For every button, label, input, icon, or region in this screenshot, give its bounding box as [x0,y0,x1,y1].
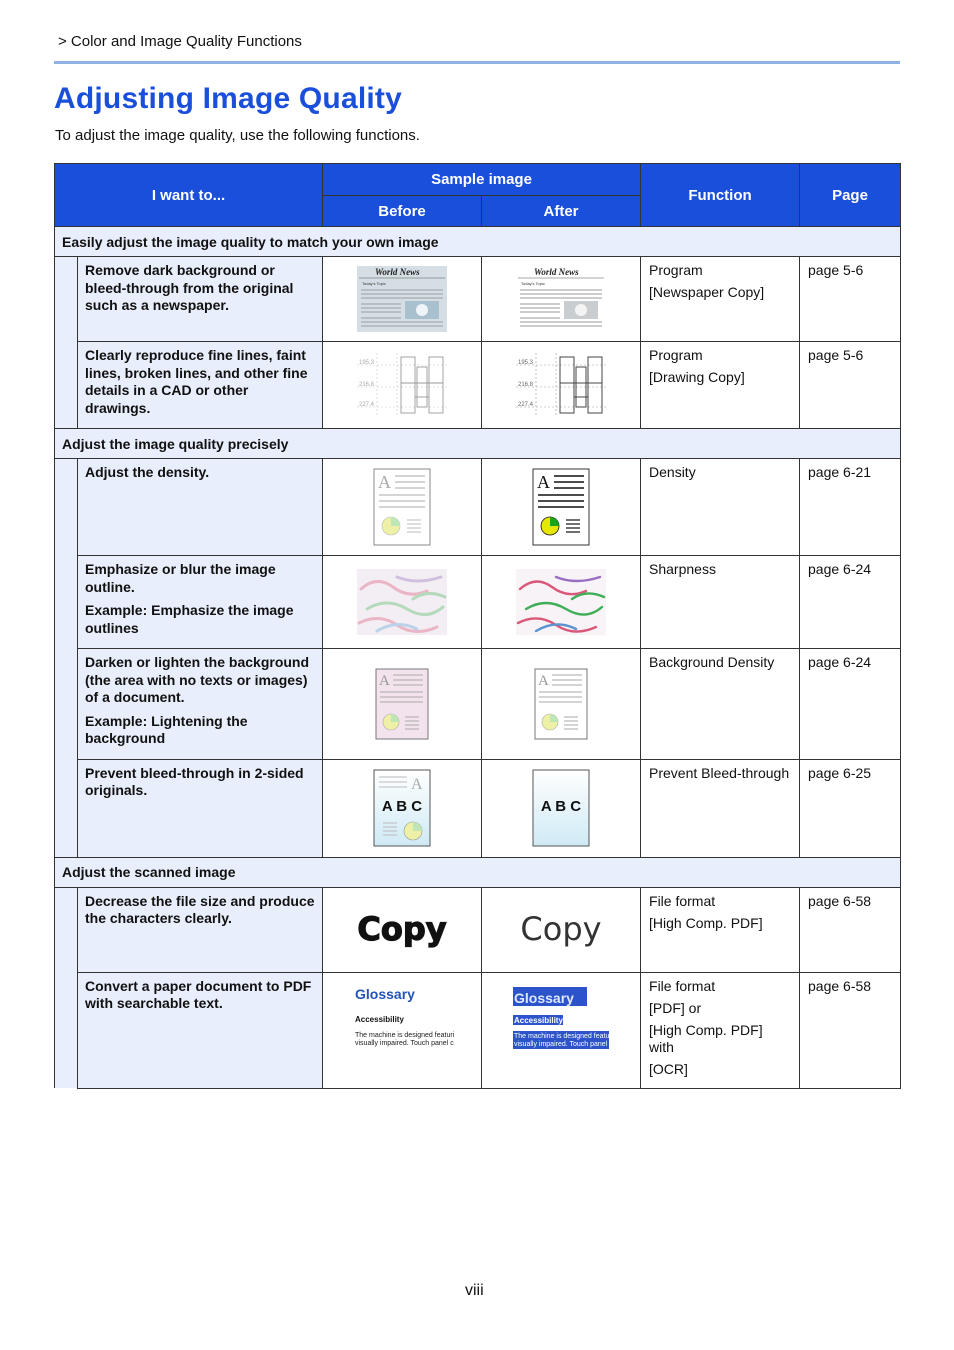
section-title: Adjust the image quality precisely [55,429,901,459]
page-ref[interactable]: page 6-58 [800,887,901,972]
row-description: Prevent bleed-through in 2-sided originals. [78,759,323,857]
svg-text:216.8: 216.8 [518,382,534,388]
after-image [482,649,641,760]
function-cell: Density [641,459,800,556]
function-cell: File format [PDF] or [High Comp. PDF] with [OCR] [641,972,800,1088]
function-cell: Sharpness [641,556,800,649]
density-after-image [532,468,590,546]
before-image [323,887,482,972]
after-image [482,759,641,857]
header-before: Before [323,196,482,227]
before-image [323,257,482,342]
ocr-before-image [353,985,483,1065]
after-image [482,342,641,429]
function-cell: Prevent Bleed-through [641,759,800,857]
svg-text:Today's Topic: Today's Topic [521,281,545,286]
svg-text:A: A [538,672,549,689]
before-image [323,759,482,857]
svg-text:216.8: 216.8 [359,382,375,388]
function-cell: Program [Drawing Copy] [641,342,800,429]
svg-text:195.3: 195.3 [518,360,534,366]
svg-text:Accessibility: Accessibility [514,1015,563,1025]
svg-text:227.4: 227.4 [518,402,534,408]
before-image [323,459,482,556]
after-image [482,257,641,342]
after-image [482,887,641,972]
svg-text:Copy: Copy [357,909,447,948]
svg-text:Accessibility: Accessibility [355,1014,404,1024]
page-ref[interactable]: page 6-25 [800,759,901,857]
cad-after-image [516,353,606,417]
page-title: Adjusting Image Quality [54,82,402,115]
header-rule [54,61,900,64]
row-description: Darken or lighten the background (the area with no texts or images) of a document. Example: Lightening the background [78,649,323,760]
bleedthrough-after-image [532,769,590,847]
header-want: I want to... [55,164,323,227]
function-cell: Program [Newspaper Copy] [641,257,800,342]
svg-text:A: A [379,672,390,689]
bleedthrough-before-image [373,769,431,847]
function-cell: Background Density [641,649,800,760]
svg-text:227.4: 227.4 [359,402,375,408]
page-number: viii [465,1282,484,1299]
svg-text:195.3: 195.3 [359,360,375,366]
after-image [482,556,641,649]
svg-text:A: A [537,472,550,492]
row-description: Emphasize or blur the image outline. Example: Emphasize the image outlines [78,556,323,649]
svg-text:Copy: Copy [520,909,602,948]
svg-text:World News: World News [534,267,579,277]
newspaper-before-image [357,266,447,332]
breadcrumb: > Color and Image Quality Functions [58,33,302,50]
page-ref[interactable]: page 6-24 [800,649,901,760]
paperclips-after-image [516,569,606,635]
page-ref[interactable]: page 6-58 [800,972,901,1088]
before-image [323,342,482,429]
before-image [323,972,482,1088]
svg-text:visually impaired. Touch panel: visually impaired. Touch panel c [514,1040,613,1048]
paperclips-before-image [357,569,447,635]
function-cell: File format [High Comp. PDF] [641,887,800,972]
svg-text:A B C: A B C [540,798,582,815]
svg-text:A: A [411,776,423,793]
header-sample-image: Sample image [323,164,641,196]
before-image [323,556,482,649]
after-image [482,459,641,556]
row-description: Convert a paper document to PDF with searchable text. [78,972,323,1088]
header-function: Function [641,164,800,227]
svg-text:A: A [378,472,391,492]
row-description: Decrease the file size and produce the characters clearly. [78,887,323,972]
cad-before-image [357,353,447,417]
svg-text:Today's Topic: Today's Topic [362,281,386,286]
page-ref[interactable]: page 6-21 [800,459,901,556]
newspaper-after-image [516,266,606,332]
row-description: Remove dark background or bleed-through from the original such as a newspaper. [78,257,323,342]
svg-text:The machine is designed featur: The machine is designed featuri [514,1032,614,1040]
copy-after-image [506,908,616,952]
header-after: After [482,196,641,227]
header-page: Page [800,164,901,227]
page-ref[interactable]: page 6-24 [800,556,901,649]
intro-text: To adjust the image quality, use the following functions. [55,127,420,144]
section-title: Adjust the scanned image [55,857,901,887]
svg-text:World News: World News [375,267,420,277]
svg-text:The machine is designed featur: The machine is designed featuri [355,1031,455,1039]
svg-text:Glossary: Glossary [355,985,415,1002]
page-ref[interactable]: page 5-6 [800,257,901,342]
copy-before-image [347,908,457,952]
row-description: Clearly reproduce fine lines, faint lines, broken lines, and other fine details in a CAD or other drawings. [78,342,323,429]
after-image [482,972,641,1088]
row-description: Adjust the density. [78,459,323,556]
background-before-image [375,668,429,740]
before-image [323,649,482,760]
ocr-after-image [512,985,642,1065]
image-quality-table [54,163,901,1089]
svg-text:Glossary: Glossary [514,989,574,1006]
background-after-image [534,668,588,740]
section-title: Easily adjust the image quality to match your own image [55,227,901,257]
density-before-image [373,468,431,546]
page-ref[interactable]: page 5-6 [800,342,901,429]
svg-text:A B C: A B C [381,798,423,815]
svg-text:visually impaired. Touch panel: visually impaired. Touch panel c [355,1039,454,1047]
